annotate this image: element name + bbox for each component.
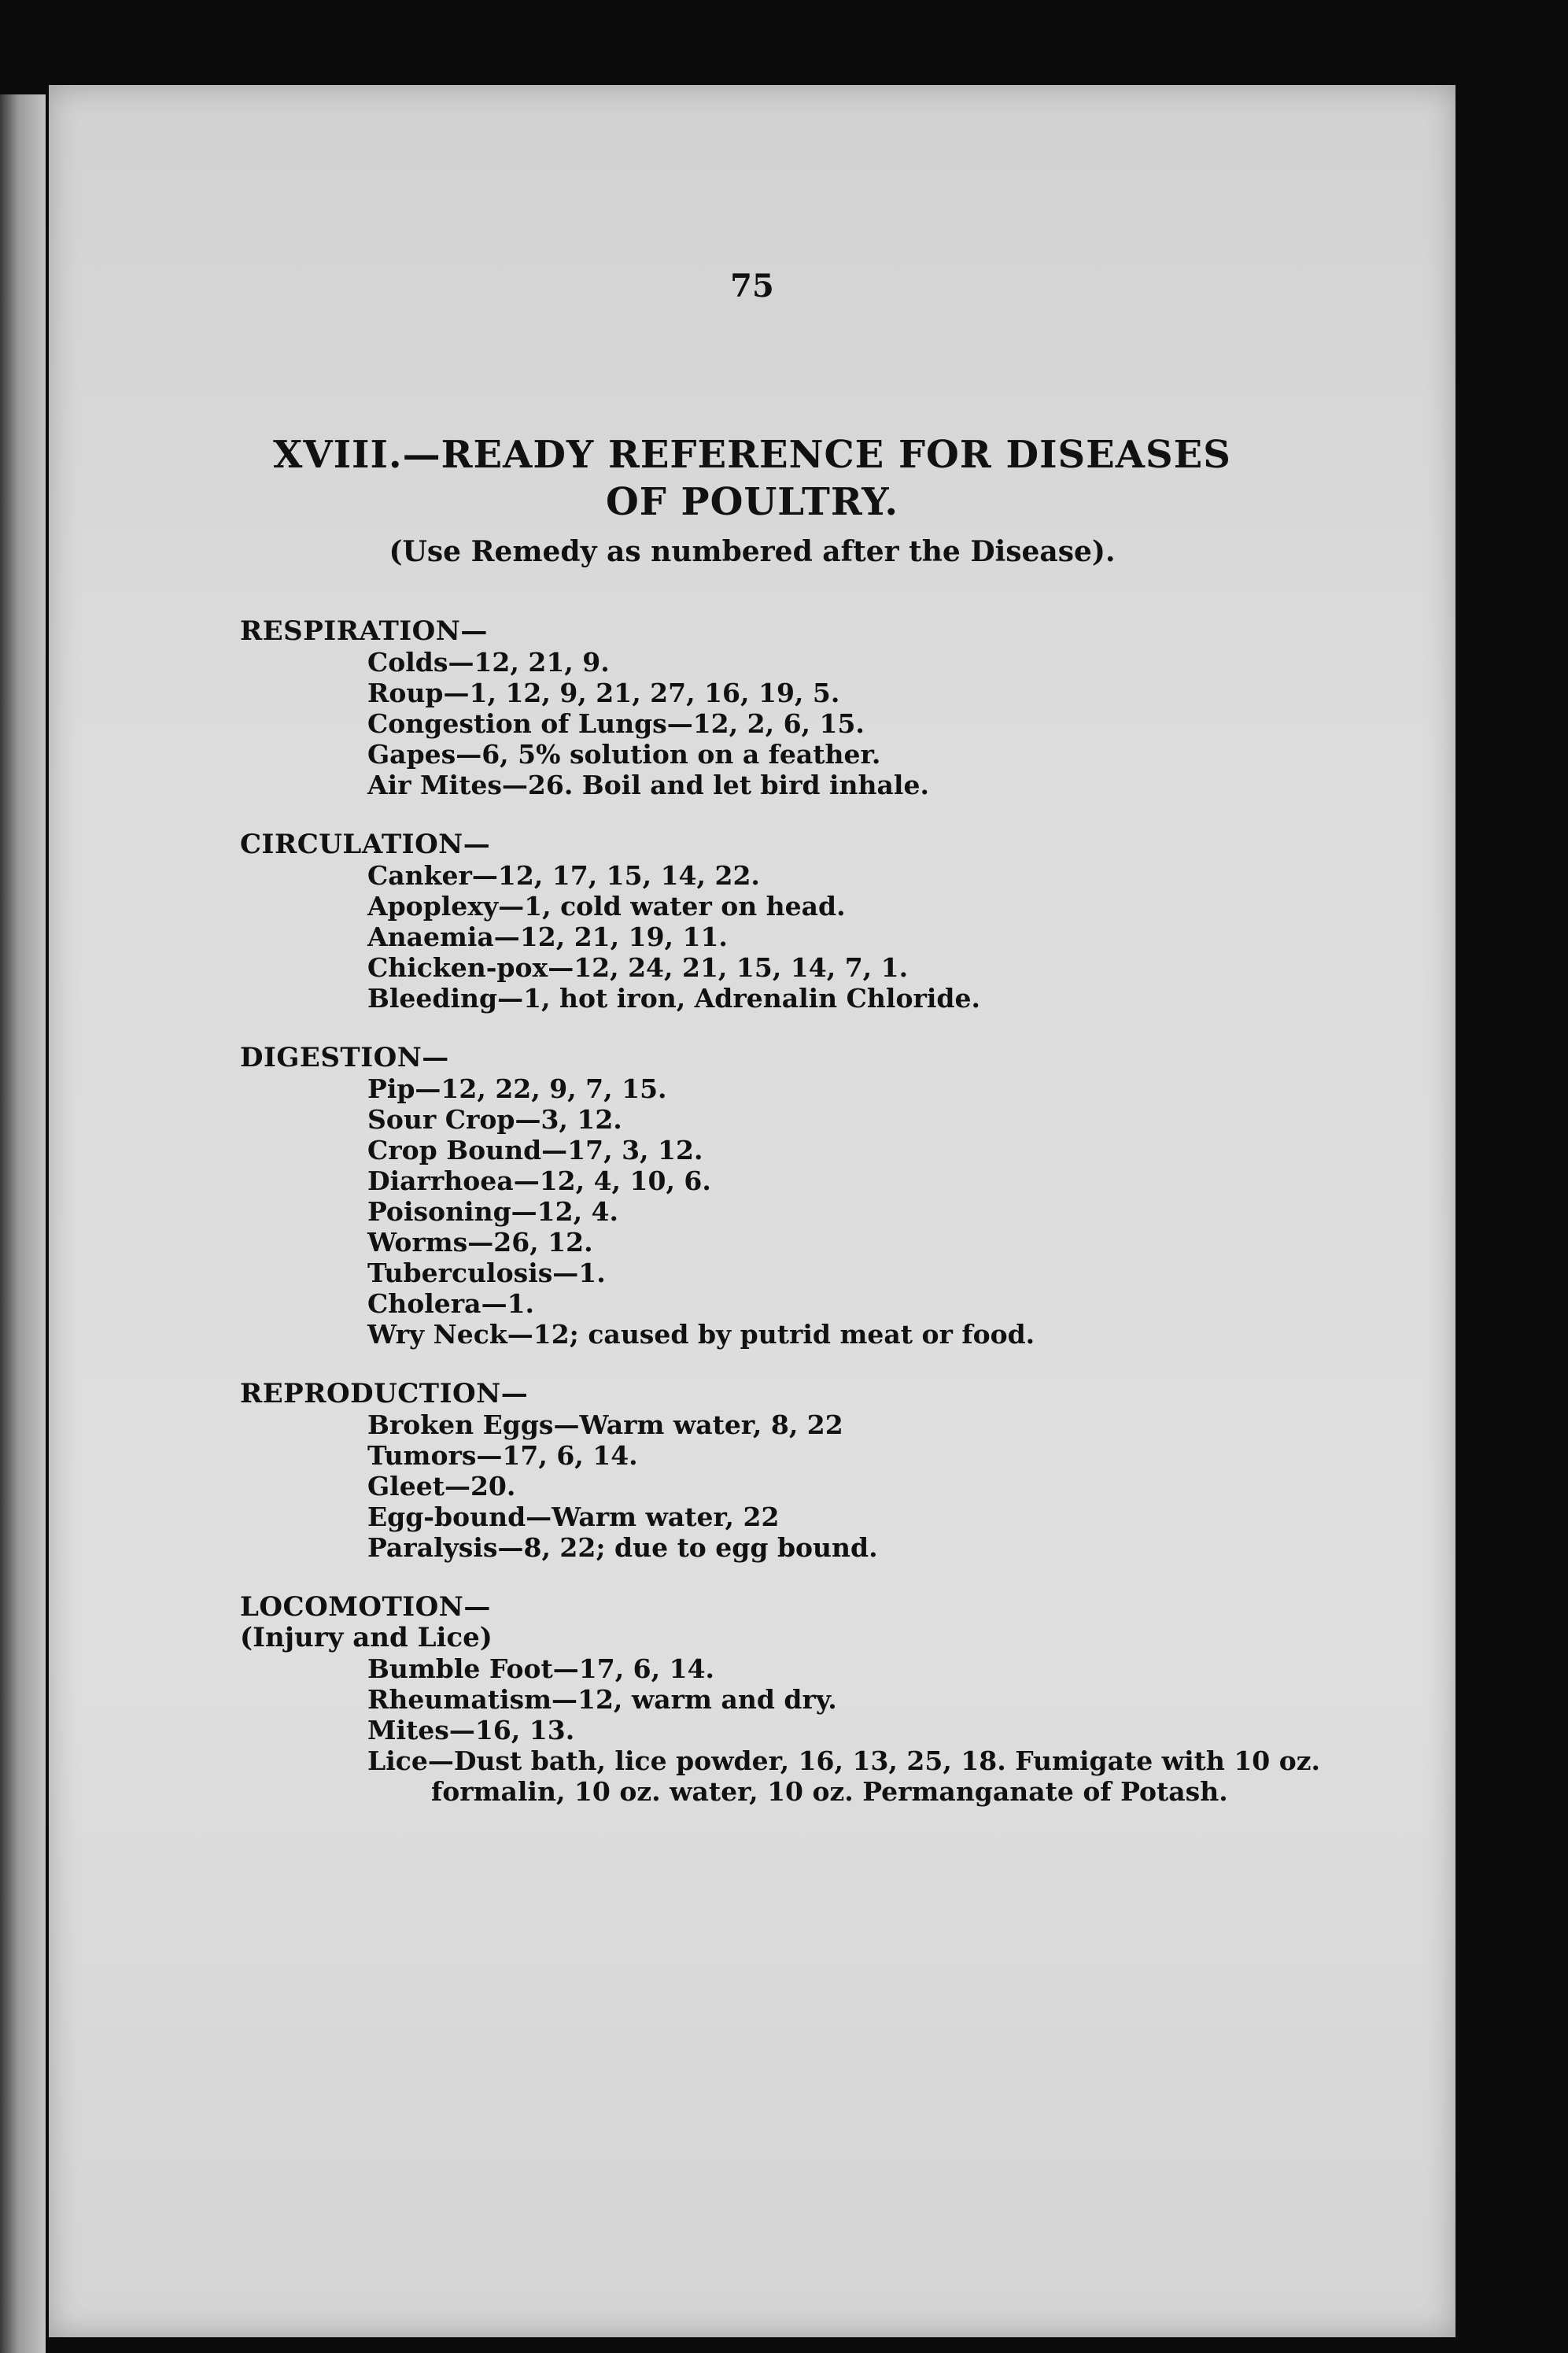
list-item: Broken Eggs—Warm water, 8, 22 bbox=[367, 1409, 843, 1440]
section-subheading: (Injury and Lice) bbox=[240, 1622, 493, 1653]
title-line-2: OF POULTRY. bbox=[605, 480, 899, 524]
list-item: Paralysis—8, 22; due to egg bound. bbox=[367, 1532, 878, 1563]
list-item: Gapes—6, 5% solution on a feather. bbox=[367, 739, 881, 770]
list-item: Tuberculosis—1. bbox=[367, 1258, 606, 1288]
disease-reference-list bbox=[240, 616, 1326, 1836]
section-digestion bbox=[240, 1043, 1326, 1350]
list-item: Rheumatism—12, warm and dry. bbox=[367, 1684, 837, 1715]
section-heading: REPRODUCTION— bbox=[240, 1378, 529, 1409]
list-item: Mites—16, 13. bbox=[367, 1715, 575, 1745]
list-item: Diarrhoea—12, 4, 10, 6. bbox=[367, 1165, 711, 1196]
list-item: Gleet—20. bbox=[367, 1471, 516, 1502]
page-title bbox=[49, 431, 1455, 526]
list-item: Wry Neck—12; caused by putrid meat or food. bbox=[367, 1319, 1035, 1350]
list-item: Colds—12, 21, 9. bbox=[367, 647, 610, 678]
list-item: Congestion of Lungs—12, 2, 6, 15. bbox=[367, 708, 865, 739]
list-item: Chicken-pox—12, 24, 21, 15, 14, 7, 1. bbox=[367, 952, 909, 983]
list-item: Air Mites—26. Boil and let bird inhale. bbox=[367, 770, 929, 800]
list-item: Pip—12, 22, 9, 7, 15. bbox=[367, 1073, 667, 1104]
list-item: Worms—26, 12. bbox=[367, 1227, 593, 1258]
list-item: Bumble Foot—17, 6, 14. bbox=[367, 1653, 715, 1684]
title-line-1: XVIII.—READY REFERENCE FOR DISEASES bbox=[273, 433, 1231, 477]
list-item: Roup—1, 12, 9, 21, 27, 16, 19, 5. bbox=[367, 678, 840, 708]
page-subtitle: (Use Remedy as numbered after the Disease). bbox=[389, 535, 1116, 568]
list-item: Crop Bound—17, 3, 12. bbox=[367, 1135, 703, 1165]
list-item: Bleeding—1, hot iron, Adrenalin Chloride. bbox=[367, 983, 980, 1014]
section-heading: LOCOMOTION— bbox=[240, 1591, 491, 1623]
section-circulation bbox=[240, 829, 1326, 1014]
page-number: 75 bbox=[730, 268, 774, 305]
section-heading: RESPIRATION— bbox=[240, 615, 488, 647]
section-reproduction bbox=[240, 1379, 1326, 1563]
section-heading: CIRCULATION— bbox=[240, 829, 491, 860]
list-item: Lice—Dust bath, lice powder, 16, 13, 25, 18. Fumigate with 10 oz. formalin, 10 oz. water, 10 oz. Permanganate of Potash. bbox=[367, 1745, 1320, 1807]
list-item: Apoplexy—1, cold water on head. bbox=[367, 891, 846, 922]
section-locomotion bbox=[240, 1592, 1326, 1807]
list-item: Canker—12, 17, 15, 14, 22. bbox=[367, 860, 760, 891]
list-item: Egg-bound—Warm water, 22 bbox=[367, 1502, 780, 1532]
list-item: Sour Crop—3, 12. bbox=[367, 1104, 622, 1135]
section-heading: DIGESTION— bbox=[240, 1042, 449, 1073]
book-page bbox=[49, 85, 1455, 2337]
list-item: Tumors—17, 6, 14. bbox=[367, 1440, 638, 1471]
list-item: Poisoning—12, 4. bbox=[367, 1196, 619, 1227]
facing-page-edge bbox=[0, 94, 46, 2353]
section-respiration bbox=[240, 616, 1326, 800]
list-item: Cholera—1. bbox=[367, 1288, 535, 1319]
list-item: Anaemia—12, 21, 19, 11. bbox=[367, 922, 728, 952]
